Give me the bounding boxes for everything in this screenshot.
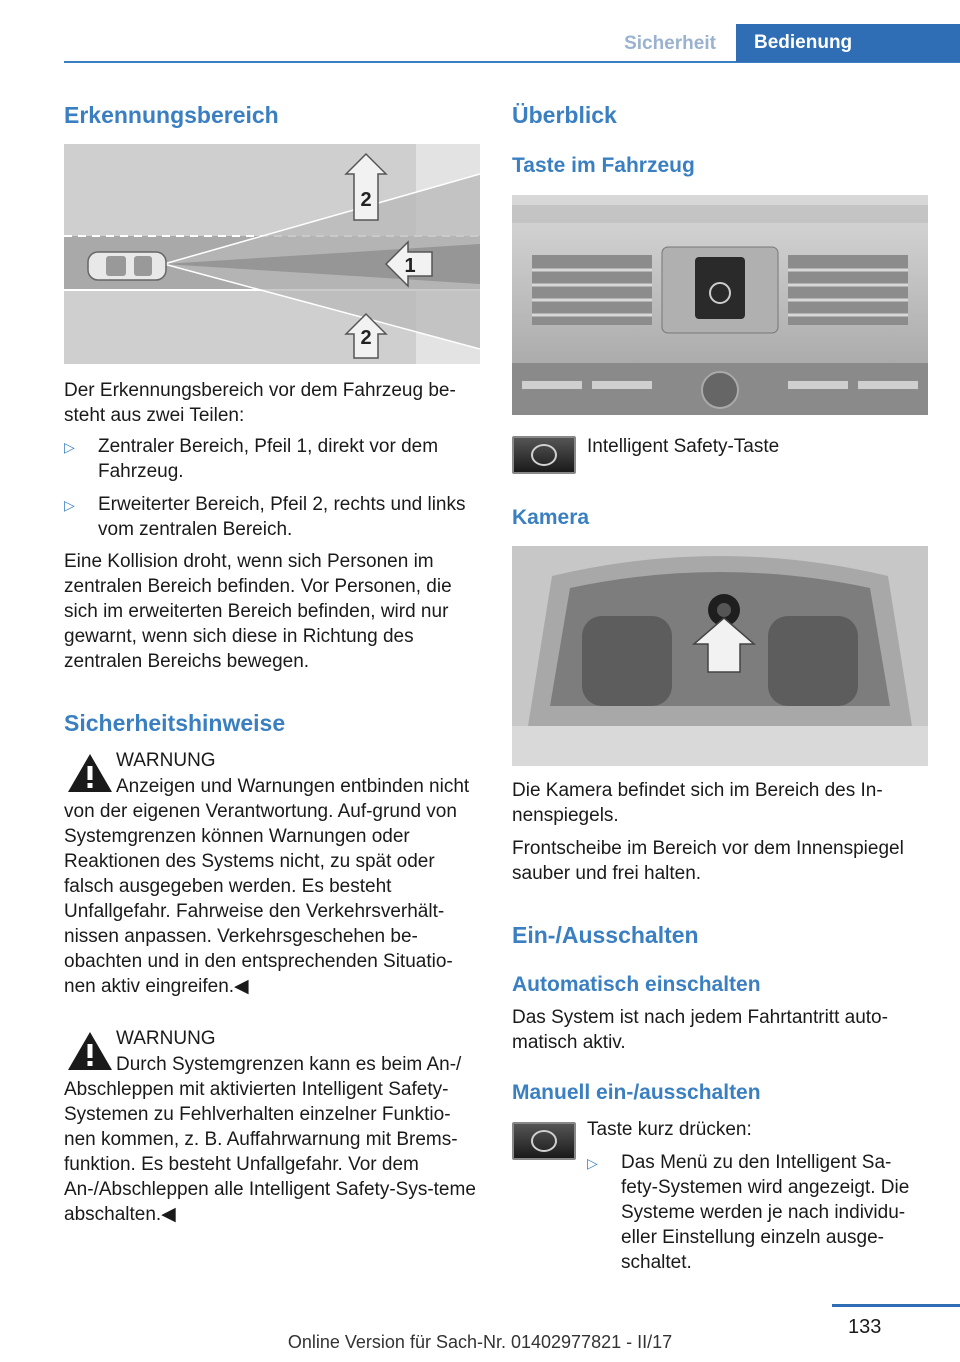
list-item-text: Erweiterter Bereich, Pfeil 2, rechts und links vom zentralen Bereich. [98, 494, 466, 540]
tab-sicherheit[interactable]: Sicherheit [624, 33, 716, 54]
tab-bedienung[interactable]: Bedienung [736, 24, 960, 62]
warning-2-title: WARNUNG [116, 1028, 216, 1049]
heading-manuell: Manuell ein-/ausschalten [512, 1081, 761, 1104]
list-item-text: Das Menü zu den Intelligent Sa-fety-Systemen wird angezeigt. Die Systeme werden je nach individu-eller Einstellung einzeln ausge-schaltet. [621, 1152, 910, 1273]
heading-ein-ausschalten: Ein-/Ausschalten [512, 922, 699, 948]
heading-ueberblick: Überblick [512, 102, 617, 128]
footer-version-text: Online Version für Sach-Nr. 01402977821 - II/17 [287, 1332, 673, 1352]
intelligent-safety-button-icon [512, 1122, 576, 1160]
heading-sicherheitshinweise: Sicherheitshinweise [64, 710, 286, 736]
paragraph-collision: Eine Kollision droht, wenn sich Personen im zentralen Bereich befinden. Vor Personen, die sich im erweiterten Bereich befinden, wird nur gewarnt, wenn sich diese in Richtung des zentralen Bereichs bewegen. [64, 551, 452, 672]
paragraph-kamera-1: Die Kamera befindet sich im Bereich des In-nenspiegels. [512, 780, 883, 826]
list-item [64, 434, 480, 484]
heading-automatisch-einschalten: Automatisch einschalten [512, 973, 761, 996]
fig-label-mid: 1 [404, 255, 416, 277]
paragraph-manuell: Taste kurz drücken: [587, 1119, 752, 1140]
intelligent-safety-button-icon [512, 436, 576, 474]
car-icon [88, 252, 166, 280]
page-number: 133 [848, 1316, 882, 1338]
heading-erkennungsbereich: Erkennungsbereich [64, 102, 279, 128]
button-caption: Intelligent Safety-Taste [587, 436, 780, 457]
dashboard-button-photo [512, 195, 928, 415]
fig-label-top: 2 [360, 189, 372, 211]
paragraph-kamera-2: Frontscheibe im Bereich vor dem Innenspiegel sauber und frei halten. [512, 838, 904, 884]
list-item [64, 492, 480, 542]
warning-2-text: Durch Systemgrenzen kann es beim An-/ Abschleppen mit aktivierten Intelligent Safety-Systemen zu Fehlverhalten einzelner Funktio-nen kommen, z. B. Auffahrwarnung mit Brems-funktion. Es besteht Unfallgefahr. Vor dem An-/Abschleppen alle Intelligent Safety-Sys-teme abschalten.◀ [64, 1054, 476, 1225]
detection-area-figure [64, 144, 480, 364]
heading-taste-im-fahrzeug: Taste im Fahrzeug [512, 154, 695, 177]
footer-rule [832, 1304, 960, 1307]
paragraph-detection-intro: Der Erkennungsbereich vor dem Fahrzeug be-steht aus zwei Teilen: [64, 380, 456, 426]
warning-1-title: WARNUNG [116, 750, 216, 771]
fig-label-bottom: 2 [360, 327, 372, 349]
camera-photo [512, 546, 928, 766]
detection-area-diagram [64, 144, 480, 364]
heading-kamera: Kamera [512, 506, 590, 529]
paragraph-automatisch: Das System ist nach jedem Fahrtantritt auto-matisch aktiv. [512, 1007, 888, 1053]
list-item-text: Zentraler Bereich, Pfeil 1, direkt vor dem Fahrzeug. [98, 436, 439, 482]
warning-1-text: Anzeigen und Warnungen entbinden nicht von der eigenen Verantwortung. Auf-grund von Systemgrenzen können Warnungen oder Reaktionen des Systems nicht, zu spät oder falsch ausgegeben werden. Es besteht Unfallgefahr. Fahrweise den Verkehrsverhält-nissen anpassen. Verkehrsgeschehen be-obachten und in den entsprechenden Situatio-nen aktiv eingreifen.◀ [64, 776, 470, 997]
list-item [587, 1150, 928, 1280]
bullet-triangle-icon: ▷ [64, 439, 75, 455]
bullet-triangle-icon: ▷ [587, 1155, 598, 1171]
bullet-triangle-icon: ▷ [64, 497, 75, 513]
